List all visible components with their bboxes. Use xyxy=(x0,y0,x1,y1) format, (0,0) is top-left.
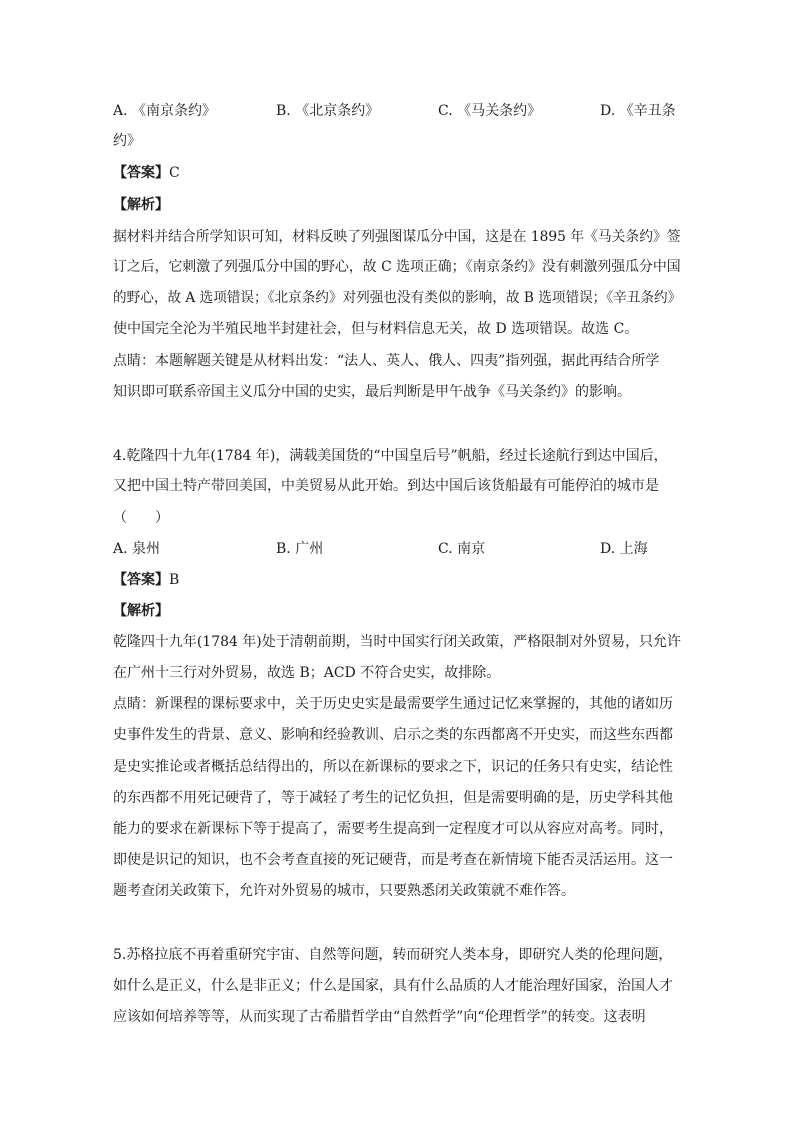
q4-analysis-label: 【解析】 xyxy=(113,603,169,619)
q3-tip-line: 知识即可联系帝国主义瓜分中国的史实，最后判断是甲午战争《马关条约》的影响。 xyxy=(113,384,631,400)
q5-stem-line: 应该如何培养等等，从而实现了古希腊哲学由“自然哲学”向“伦理哲学”的转变。这表明 xyxy=(113,1009,646,1025)
q4-option-c: C. 南京 xyxy=(438,541,486,557)
q4-stem-line: 4.乾隆四十九年(1784 年)，满载美国货的“中国皇后号”帆船，经过长途航行到达中国后， xyxy=(113,448,668,464)
q3-analysis-line: 使中国完全沦为半殖民地半封建社会，但与材料信息无关，故 D 选项错误。故选 C。 xyxy=(113,321,639,337)
q4-analysis-line: 乾隆四十九年(1784 年)处于清朝前期，当时中国实行闭关政策，严格限制对外贸易，只允许 xyxy=(113,634,681,650)
q4-answer-label: 【答案】 xyxy=(113,572,169,588)
q3-option-d-wrap: 约》 xyxy=(113,133,141,149)
q4-answer-value: B xyxy=(169,572,180,588)
q4-option-b: B. 广州 xyxy=(276,541,324,557)
q3-analysis-label: 【解析】 xyxy=(113,197,169,213)
q3-option-a: A. 《南京条约》 xyxy=(113,103,217,119)
q4-tip-line: 能力的要求在新课标下等于提高了，需要考生提高到一定程度才可以从容应对高考。同时， xyxy=(113,821,673,837)
q4-stem-line: （ ） xyxy=(113,510,169,526)
q4-tip-line: 史事件发生的背景、意义、影响和经验教训、启示之类的东西都离不开史实，而这些东西都 xyxy=(113,727,673,743)
q4-option-a: A. 泉州 xyxy=(113,541,161,557)
q5-stem-line: 5.苏格拉底不再着重研究宇宙、自然等问题，转而研究人类本身，即研究人类的伦理问题， xyxy=(113,947,673,963)
q3-answer-label: 【答案】 xyxy=(113,165,169,181)
q4-option-d: D. 上海 xyxy=(600,541,648,557)
q4-tip-line: 的东西都不用死记硬背了，等于减轻了考生的记忆负担，但是需要明确的是，历史学科其他 xyxy=(113,790,673,806)
q4-tip-line: 是史实推论或者概括总结得出的，所以在新课标的要求之下，识记的任务只有史实，结论性 xyxy=(113,759,673,775)
q3-analysis-line: 订之后，它刺激了列强瓜分中国的野心，故 C 选项正确；《南京条约》没有刺激列强瓜分中国 xyxy=(113,259,681,275)
q3-option-b: B. 《北京条约》 xyxy=(276,103,380,119)
q4-tip-line: 即使是识记的知识，也不会考查直接的死记硬背，而是考查在新情境下能否灵活运用。这一 xyxy=(113,852,673,868)
q3-analysis-line: 的野心，故 A 选项错误；《北京条约》对列强也没有类似的影响，故 B 选项错误；《辛丑条约》 xyxy=(113,290,682,306)
q3-answer-line xyxy=(113,163,180,183)
q4-tip-line: 点睛：新课程的课标要求中，关于历史史实是最需要学生通过记忆来掌握的，其他的诸如历 xyxy=(113,696,673,712)
q4-stem-line: 又把中国土特产带回美国，中美贸易从此开始。到达中国后该货船最有可能停泊的城市是 xyxy=(113,478,659,494)
q3-option-c: C. 《马关条约》 xyxy=(438,103,542,119)
q3-answer-value: C xyxy=(169,165,180,181)
q3-tip-line: 点睛：本题解题关键是从材料出发：“法人、英人、俄人、四夷”指列强，据此再结合所学 xyxy=(113,353,660,369)
q5-stem-line: 如什么是正义，什么是非正义；什么是国家，具有什么品质的人才能治理好国家，治国人才 xyxy=(113,978,673,994)
q3-analysis-line: 据材料并结合所学知识可知，材料反映了列强图谋瓜分中国，这是在 1895 年《马关条约》签 xyxy=(113,229,681,245)
q4-tip-line: 题考查闭关政策下，允许对外贸易的城市，只要熟悉闭关政策就不难作答。 xyxy=(113,883,575,899)
q4-analysis-line: 在广州十三行对外贸易，故选 B；ACD 不符合史实，故排除。 xyxy=(113,665,501,681)
q3-option-d: D. 《辛丑条 xyxy=(600,103,676,119)
q4-answer-line xyxy=(113,570,179,590)
